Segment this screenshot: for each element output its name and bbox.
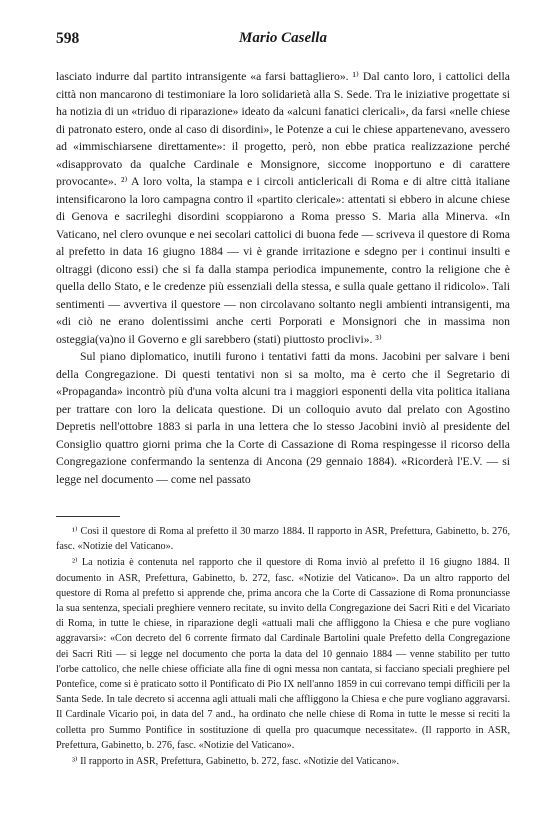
footnote: ²⁾ La notizia è contenuta nel rapporto che il questore di Roma inviò al prefetto il 16 giugno 1884. Il documento in ASR, Prefettura, Gabinetto, b. 272, fasc. «Notizie del Vaticano». Da un altro rapporto del questore di Roma al prefetto si apprende che, prima ancora che la Corte di Cassazione di Roma pronunciasse la sua sentenza, speciali preghiere vennero recitate, su invito della Congregazione dei Sacri Riti e del Vicariato di Roma, in tutte le chiese, in riparazione degli «attuali mali che affliggono la Chiesa e che pure vogliano aggravarsi»: «Con decreto del 6 corrente firmato dal Cardinale Bartolini quale Prefetto della Congregazione dei Sacri Riti — si legge nel documento che porta la data del 10 gennaio 1884 — venne stabilito per tutto l'orbe cattolico, che nelle chiese officiate alla fine di ogni messa non cantata, si facciano speciali preghiere pel Pontefice, come si è praticato sotto il Pontificato di Pio IX nell'anno 1859 in cui correvano tempi difficili per la Santa Sede. In tale decreto si accenna agli attuali mali che affliggono la Chiesa e che pure vogliano aggravarsi. Il Cardinale Vicario poi, in data del 7 and., ha ordinato che nelle chiese di Roma in tutte le messe si reciti la colletta pro Summo Pontifice in sostituzione di quella pro quacumque necessitate». (Il rapporto in ASR, Prefettura, Gabinetto, b. 276, fasc. «Notizie del Vaticano».: [56, 557, 510, 751]
running-head: Mario Casella: [239, 30, 327, 46]
footnote: ³⁾ Il rapporto in ASR, Prefettura, Gabinetto, b. 272, fasc. «Notizie del Vaticano».: [72, 756, 400, 768]
footnote-divider: [56, 516, 120, 517]
footnotes: [56, 524, 510, 770]
paragraph: lasciato indurre dal partito intransigente «a farsi battagliero». ¹⁾ Dal canto loro, i cattolici della città non mancarono di testimoniare la loro solidarietà alla S. Sede. Tra le iniziative progettate si ha notizia di un «triduo di riparazione» ideato da «alcuni fanatici clericali», da farsi «nelle chiese di patronato estero, onde al caso di disordini», le Potenze a cui le chiese appartenevano, avessero ad «immischiarsene direttamente»: il progetto, però, non ebbe pratica realizzazione perché «disapprovato da qualche Cardinale e Monsignore, siccome inopportuno e di carattere provocante». ²⁾ A loro volta, la stampa e i circoli anticlericali di Roma e di altre città italiane intensificarono la loro campagna contro il «partito clericale»: attentati si ebbero in alcune chiese di Genova e sacrileghi disordini scoppiarono a Roma presso S. Maria alla Minerva. «In Vaticano, nel clero ovunque e nei secolari cattolici di buona fede — scriveva il questore di Roma al prefetto in data 16 giugno 1884 — vi è grande irritazione e sdegno per i continui insulti e oltraggi (dicono essi) che si fa dalla stampa periodica impunemente, contro la religione che è quella dello Stato, e le credenze più essenziali della stessa, e sulla quale gettano il ridicolo». Tali sentimenti — avvertiva il questore — non circolavano soltanto negli ambienti intransigenti, ma «di ciò ne erano dolentissimi anche certi Porporati e Monsignori che in massima non osteggia(va)no il Governo e gli sarebbero (stati) piuttosto proclivi». ³⁾: [56, 70, 510, 346]
paragraph: Sul piano diplomatico, inutili furono i tentativi fatti da mons. Jacobini per salvare i beni della Congregazione. Di questi tentativi non si sa molto, ma è certo che il Segretario di «Propaganda» incontrò più d'una volta alcuni tra i maggiori esponenti della vita politica italiana per trattare con loro la delicata questione. Di un colloquio avuto dal prelato con Agostino Depretis nell'ottobre 1883 si parla in una lettera che lo stesso Jacobini inviò al presidente del Consiglio quattro giorni prima che la Corte di Cassazione di Roma respingesse il ricorso della Congregazione confermando la sentenza di Ancona (29 gennaio 1884). «Ricorderà l'E.V. — si legge nel documento — come nel passato: [56, 350, 510, 486]
page-number: 598: [56, 30, 80, 47]
footnote: ¹⁾ Così il questore di Roma al prefetto il 30 marzo 1884. Il rapporto in ASR, Prefettura, Gabinetto, b. 276, fasc. «Notizie del Vaticano».: [56, 526, 510, 553]
page-header: [56, 30, 510, 50]
body-text: [56, 68, 510, 488]
